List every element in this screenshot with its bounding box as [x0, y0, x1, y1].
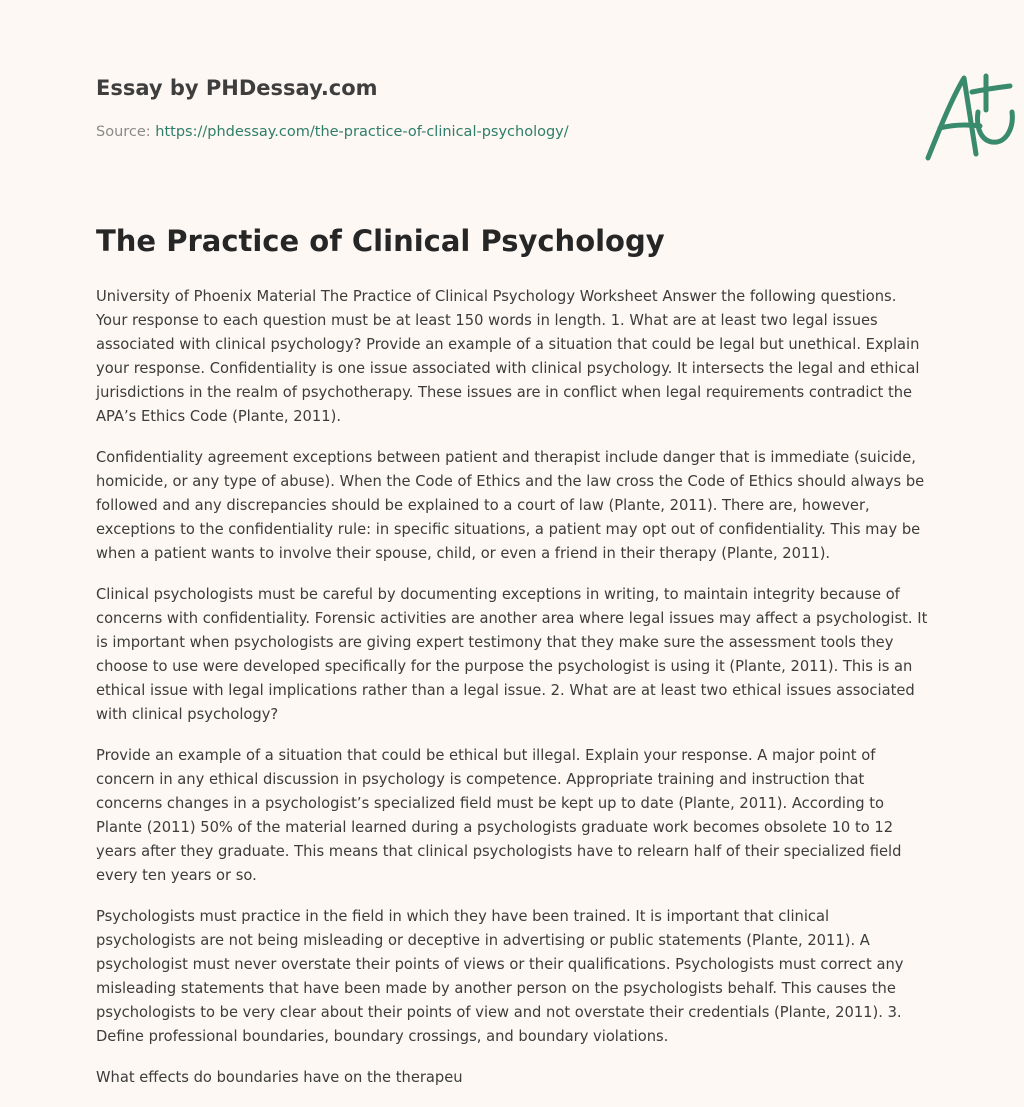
essay-paragraph-3: Clinical psychologists must be careful by documenting exceptions in writing, to maintain integrity because of concerns with confidentiality. Forensic activities are another area where legal issues may affect a psychologist. It is important when psychologists are giving expert testimony that they make sure the assessment tools they choose to use were developed specifically for the purpose the psychologist is using it (Plante, 2011). This is an ethical issue with legal implications rather than a legal issue. 2. What are at least two ethical issues associated with clinical psychology? [96, 586, 928, 723]
source-line [96, 124, 569, 140]
essay-body [96, 285, 930, 1107]
essay-title: The Practice of Clinical Psychology [96, 224, 665, 258]
source-link[interactable]: https://phdessay.com/the-practice-of-clinical-psychology/ [155, 124, 569, 140]
a-plus-logo [920, 68, 1024, 164]
site-title: Essay by PHDessay.com [96, 76, 378, 100]
source-label: Source: [96, 124, 156, 140]
essay-paragraph-1: University of Phoenix Material The Practice of Clinical Psychology Worksheet Answer the following questions. Your response to each question must be at least 150 words in length. 1. What are at least two legal issues associated with clinical psychology? Provide an example of a situation that could be legal but unethical. Explain your response. Confidentiality is one issue associated with clinical psychology. It intersects the legal and ethical jurisdictions in the realm of psychotherapy. These issues are in conflict when legal requirements contradict the APA’s Ethics Code (Plante, 2011). [96, 288, 920, 425]
essay-paragraph-4: Provide an example of a situation that could be ethical but illegal. Explain your response. A major point of concern in any ethical discussion in psychology is competence. Appropriate training and instruction that concerns changes in a psychologist’s specialized field must be kept up to date (Plante, 2011). According to Plante (2011) 50% of the material learned during a psychologists graduate work becomes obsolete 10 to 12 years after they graduate. This means that clinical psychologists have to relearn half of their specialized field every ten years or so. [96, 747, 902, 884]
essay-paragraph-6: What effects do boundaries have on the therapeu [96, 1069, 463, 1086]
essay-paragraph-5: Psychologists must practice in the field in which they have been trained. It is important that clinical psychologists are not being misleading or deceptive in advertising or public statements (Plante, 2011). A psychologist must never overstate their points of views or their qualifications. Psychologists must correct any misleading statements that have been made by another person on the psychologists behalf. This causes the psychologists to be very clear about their points of view and not overstate their credentials (Plante, 2011). 3. Define professional boundaries, boundary crossings, and boundary violations. [96, 908, 904, 1045]
essay-paragraph-2: Confidentiality agreement exceptions between patient and therapist include danger that is immediate (suicide, homicide, or any type of abuse). When the Code of Ethics and the law cross the Code of Ethics should always be followed and any discrepancies should be explained to a court of law (Plante, 2011). There are, however, exceptions to the confidentiality rule: in specific situations, a patient may opt out of confidentiality. This may be when a patient wants to involve their spouse, child, or even a friend in their therapy (Plante, 2011). [96, 449, 925, 562]
